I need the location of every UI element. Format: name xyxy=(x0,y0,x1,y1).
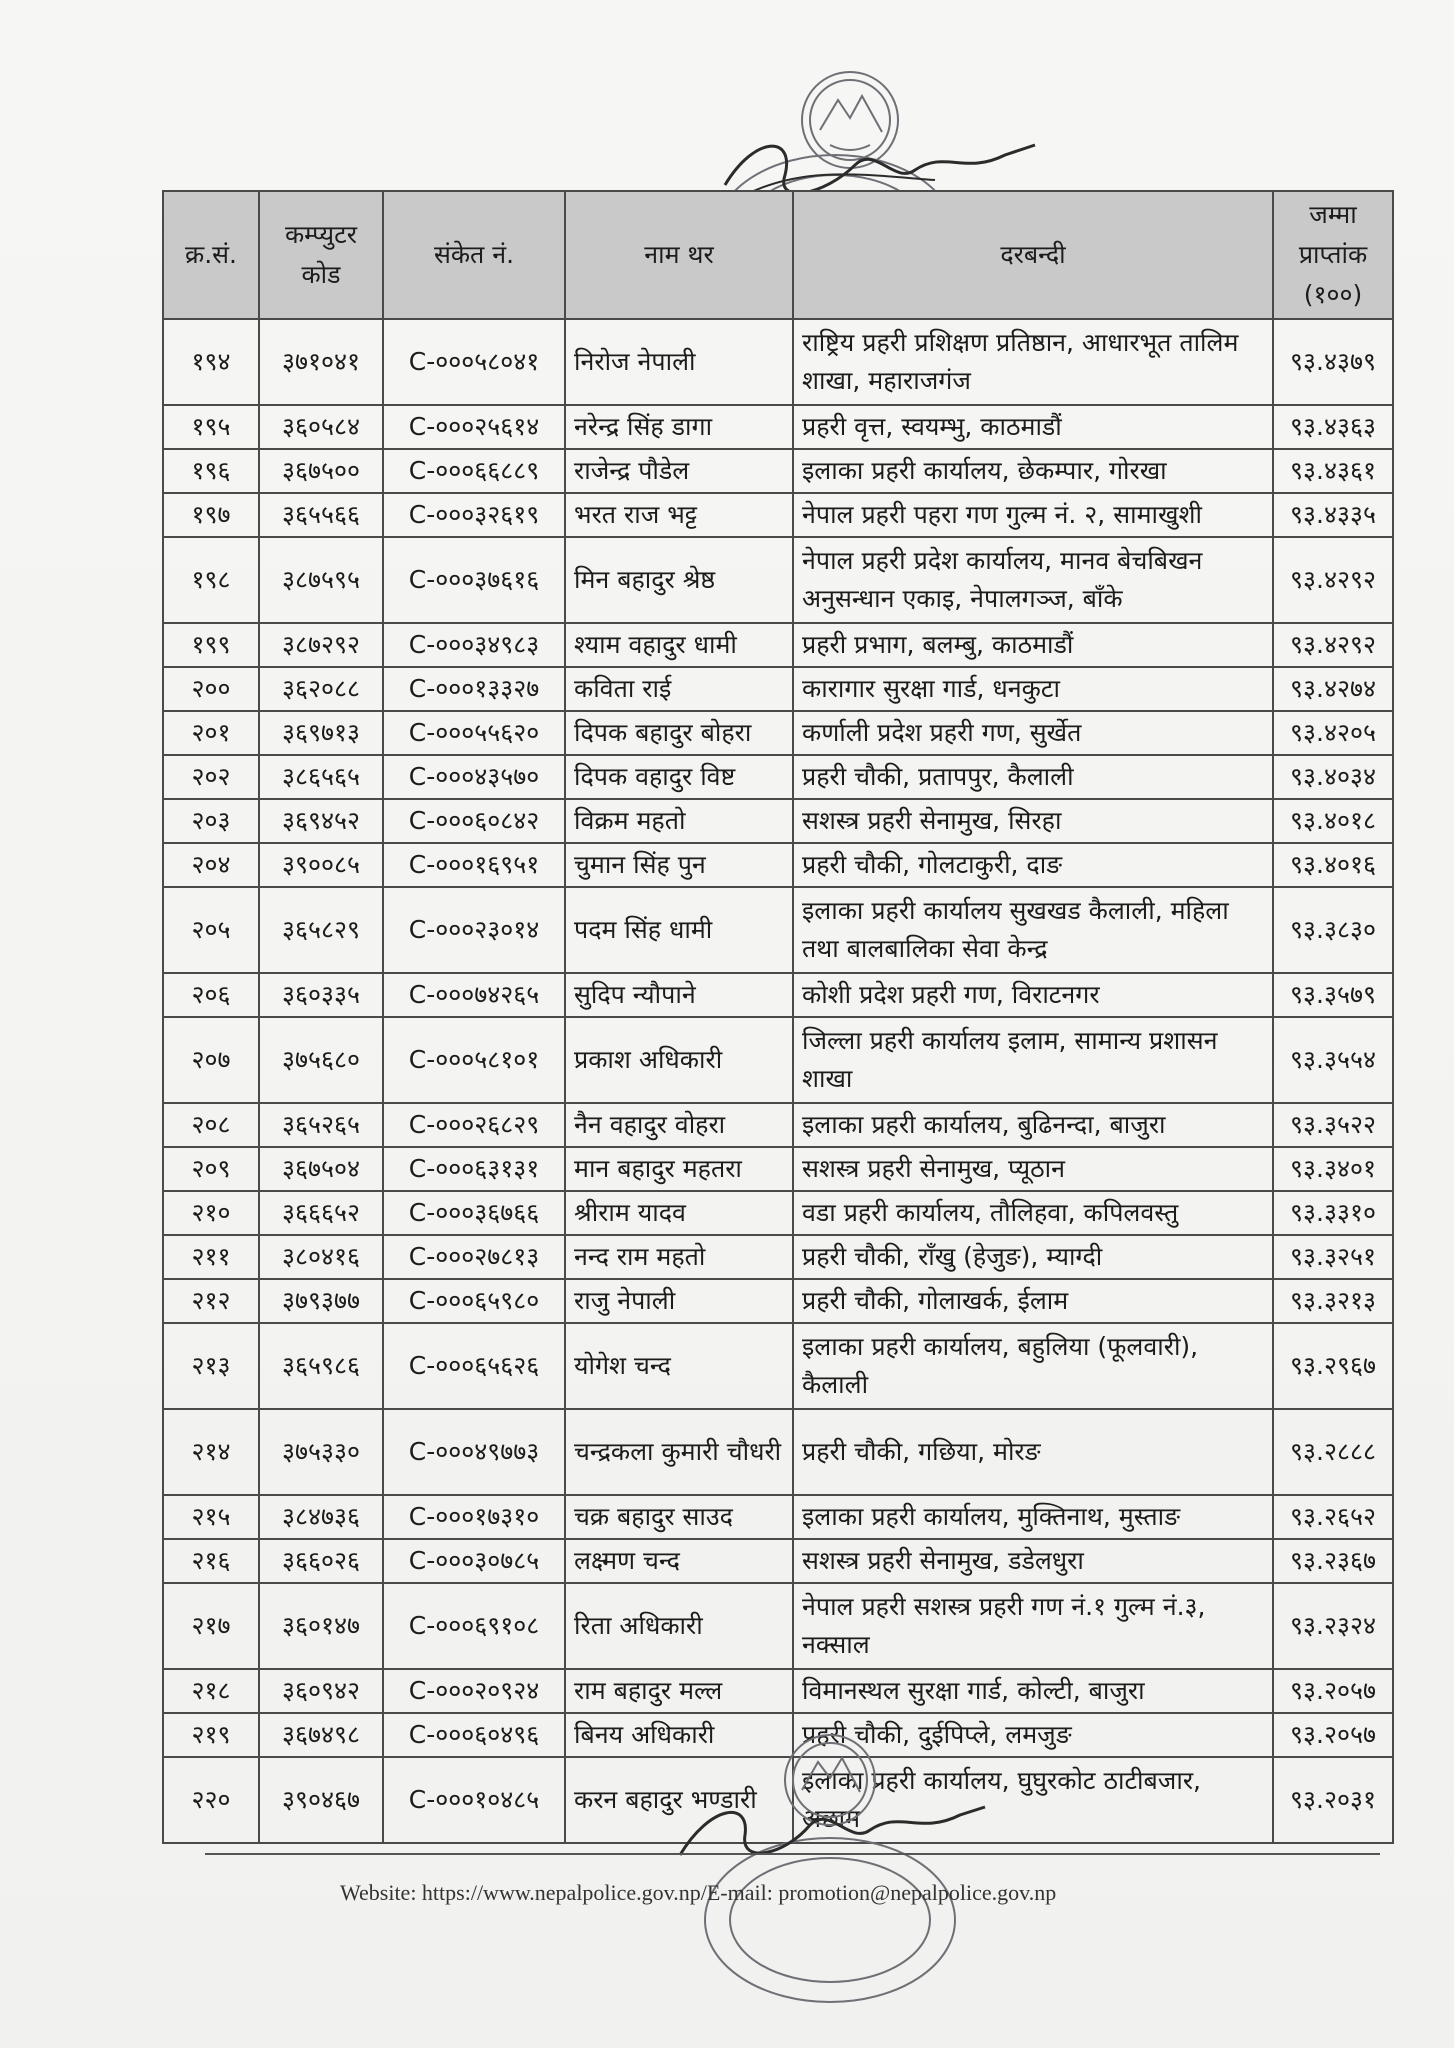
full-name-cell: चन्द्रकला कुमारी चौधरी xyxy=(565,1409,793,1495)
serial-number-cell: १९७ xyxy=(163,493,259,537)
computer-code-cell: ३६०५८४ xyxy=(259,405,383,449)
post-cell: नेपाल प्रहरी प्रदेश कार्यालय, मानव बेचबिखन अनुसन्धान एकाइ, नेपालगञ्ज, बाँके xyxy=(793,537,1273,623)
total-score-cell: ९३.४३७९ xyxy=(1273,319,1393,405)
post-cell: वडा प्रहरी कार्यालय, तौलिहवा, कपिलवस्तु xyxy=(793,1191,1273,1235)
serial-number-cell: १९५ xyxy=(163,405,259,449)
post-cell: प्रहरी चौकी, राँखु (हेजुङ), म्याग्दी xyxy=(793,1235,1273,1279)
post-cell: इलाका प्रहरी कार्यालय सुखखड कैलाली, महिला तथा बालबालिका सेवा केन्द्र xyxy=(793,887,1273,973)
post-cell: प्रहरी प्रभाग, बलम्बु, काठमाडौं xyxy=(793,623,1273,667)
serial-number-cell: २१४ xyxy=(163,1409,259,1495)
post-cell: विमानस्थल सुरक्षा गार्ड, कोल्टी, बाजुरा xyxy=(793,1669,1273,1713)
table-row xyxy=(163,1103,1393,1147)
symbol-number-cell: C-०००३६७६६ xyxy=(383,1191,565,1235)
symbol-number-cell: C-०००७४२६५ xyxy=(383,973,565,1017)
full-name-cell: करन बहादुर भण्डारी xyxy=(565,1757,793,1843)
computer-code-cell: ३६६०२६ xyxy=(259,1539,383,1583)
total-score-cell: ९३.३५२२ xyxy=(1273,1103,1393,1147)
computer-code-cell: ३६०३३५ xyxy=(259,973,383,1017)
full-name-cell: पदम सिंह धामी xyxy=(565,887,793,973)
post-cell: प्रहरी वृत्त, स्वयम्भु, काठमाडौं xyxy=(793,405,1273,449)
table-row xyxy=(163,887,1393,973)
symbol-number-cell: C-०००१७३१० xyxy=(383,1495,565,1539)
symbol-number-cell: C-०००६०८४२ xyxy=(383,799,565,843)
full-name-cell: चक्र बहादुर साउद xyxy=(565,1495,793,1539)
symbol-number-cell: C-०००२७८१३ xyxy=(383,1235,565,1279)
total-score-cell: ९३.३५५४ xyxy=(1273,1017,1393,1103)
total-score-cell: ९३.२३२४ xyxy=(1273,1583,1393,1669)
computer-code-cell: ३९००८५ xyxy=(259,843,383,887)
table-row xyxy=(163,799,1393,843)
full-name-cell: विक्रम महतो xyxy=(565,799,793,843)
post-cell: सशस्त्र प्रहरी सेनामुख, प्यूठान xyxy=(793,1147,1273,1191)
post-cell: इलाका प्रहरी कार्यालय, बहुलिया (फूलवारी), कैलाली xyxy=(793,1323,1273,1409)
table-row xyxy=(163,449,1393,493)
symbol-number-cell: C-०००४३५७० xyxy=(383,755,565,799)
post-cell: नेपाल प्रहरी सशस्त्र प्रहरी गण नं.१ गुल्म नं.३, नक्साल xyxy=(793,1583,1273,1669)
footer-divider xyxy=(205,1853,1380,1855)
table-row xyxy=(163,623,1393,667)
full-name-cell: राम बहादुर मल्ल xyxy=(565,1669,793,1713)
total-score-cell: ९३.४३६१ xyxy=(1273,449,1393,493)
table-row xyxy=(163,1539,1393,1583)
total-score-cell: ९३.२८८८ xyxy=(1273,1409,1393,1495)
symbol-number-cell: C-०००६०४९६ xyxy=(383,1713,565,1757)
computer-code-cell: ३६६६५२ xyxy=(259,1191,383,1235)
serial-number-cell: २०४ xyxy=(163,843,259,887)
computer-code-cell: ३६५५६६ xyxy=(259,493,383,537)
symbol-number-cell: C-०००१०४८५ xyxy=(383,1757,565,1843)
full-name-cell: नरेन्द्र सिंह डागा xyxy=(565,405,793,449)
total-score-cell: ९३.४३३५ xyxy=(1273,493,1393,537)
symbol-number-cell: C-०००५८०४१ xyxy=(383,319,565,405)
serial-number-cell: १९६ xyxy=(163,449,259,493)
total-score-cell: ९३.४०१८ xyxy=(1273,799,1393,843)
serial-number-cell: २११ xyxy=(163,1235,259,1279)
total-score-cell: ९३.२३६७ xyxy=(1273,1539,1393,1583)
table-row xyxy=(163,1323,1393,1409)
post-cell: जिल्ला प्रहरी कार्यालय इलाम, सामान्य प्रशासन शाखा xyxy=(793,1017,1273,1103)
symbol-number-cell: C-०००२५६१४ xyxy=(383,405,565,449)
serial-number-cell: २२० xyxy=(163,1757,259,1843)
total-score-cell: ९३.३८३० xyxy=(1273,887,1393,973)
symbol-number-cell: C-०००६५६२६ xyxy=(383,1323,565,1409)
symbol-number-cell: C-०००२६८२९ xyxy=(383,1103,565,1147)
total-score-cell: ९३.४३६३ xyxy=(1273,405,1393,449)
serial-number-cell: २०५ xyxy=(163,887,259,973)
total-score-cell: ९३.२०५७ xyxy=(1273,1669,1393,1713)
serial-number-cell: २०३ xyxy=(163,799,259,843)
full-name-cell: नैन वहादुर वोहरा xyxy=(565,1103,793,1147)
post-cell: प्रहरी चौकी, प्रतापपुर, कैलाली xyxy=(793,755,1273,799)
serial-number-cell: २०० xyxy=(163,667,259,711)
full-name-cell: प्रकाश अधिकारी xyxy=(565,1017,793,1103)
total-score-cell: ९३.३५७९ xyxy=(1273,973,1393,1017)
post-cell: प्रहरी चौकी, दुईपिप्ले, लमजुङ xyxy=(793,1713,1273,1757)
table-row xyxy=(163,1279,1393,1323)
serial-number-cell: १९८ xyxy=(163,537,259,623)
header-full-name: नाम थर xyxy=(565,191,793,319)
computer-code-cell: ३९०४६७ xyxy=(259,1757,383,1843)
post-cell: इलाका प्रहरी कार्यालय, छेकम्पार, गोरखा xyxy=(793,449,1273,493)
symbol-number-cell: C-०००३७६१६ xyxy=(383,537,565,623)
total-score-cell: ९३.४२७४ xyxy=(1273,667,1393,711)
post-cell: इलाका प्रहरी कार्यालय, मुक्तिनाथ, मुस्ताङ xyxy=(793,1495,1273,1539)
total-score-cell: ९३.२९६७ xyxy=(1273,1323,1393,1409)
post-cell: इलाका प्रहरी कार्यालय, घुघुरकोट ठाटीबजार, अछाम xyxy=(793,1757,1273,1843)
serial-number-cell: २१७ xyxy=(163,1583,259,1669)
symbol-number-cell: C-०००३०७८५ xyxy=(383,1539,565,1583)
computer-code-cell: ३६९७१३ xyxy=(259,711,383,755)
total-score-cell: ९३.२६५२ xyxy=(1273,1495,1393,1539)
serial-number-cell: २०७ xyxy=(163,1017,259,1103)
serial-number-cell: २१० xyxy=(163,1191,259,1235)
symbol-number-cell: C-०००५५६२० xyxy=(383,711,565,755)
full-name-cell: श्याम वहादुर धामी xyxy=(565,623,793,667)
full-name-cell: राजु नेपाली xyxy=(565,1279,793,1323)
symbol-number-cell: C-०००१६९५१ xyxy=(383,843,565,887)
post-cell: प्रहरी चौकी, गोलाखर्क, ईलाम xyxy=(793,1279,1273,1323)
symbol-number-cell: C-०००२०९२४ xyxy=(383,1669,565,1713)
total-score-cell: ९३.४०१६ xyxy=(1273,843,1393,887)
table-row xyxy=(163,1191,1393,1235)
header-serial-number: क्र.सं. xyxy=(163,191,259,319)
total-score-cell: ९३.३२१३ xyxy=(1273,1279,1393,1323)
serial-number-cell: २०१ xyxy=(163,711,259,755)
computer-code-cell: ३६७५०० xyxy=(259,449,383,493)
post-cell: कारागार सुरक्षा गार्ड, धनकुटा xyxy=(793,667,1273,711)
header-computer-code: कम्प्युटर कोड xyxy=(259,191,383,319)
full-name-cell: मिन बहादुर श्रेष्ठ xyxy=(565,537,793,623)
total-score-cell: ९३.४०३४ xyxy=(1273,755,1393,799)
post-cell: कोशी प्रदेश प्रहरी गण, विराटनगर xyxy=(793,973,1273,1017)
computer-code-cell: ३६९४५२ xyxy=(259,799,383,843)
table-row xyxy=(163,843,1393,887)
full-name-cell: नन्द राम महतो xyxy=(565,1235,793,1279)
full-name-cell: योगेश चन्द xyxy=(565,1323,793,1409)
full-name-cell: श्रीराम यादव xyxy=(565,1191,793,1235)
symbol-number-cell: C-०००१३३२७ xyxy=(383,667,565,711)
serial-number-cell: २०२ xyxy=(163,755,259,799)
serial-number-cell: १९९ xyxy=(163,623,259,667)
post-cell: सशस्त्र प्रहरी सेनामुख, सिरहा xyxy=(793,799,1273,843)
computer-code-cell: ३६२०८८ xyxy=(259,667,383,711)
total-score-cell: ९३.४२०५ xyxy=(1273,711,1393,755)
total-score-cell: ९३.२०३१ xyxy=(1273,1757,1393,1843)
symbol-number-cell: C-०००३२६१९ xyxy=(383,493,565,537)
post-cell: कर्णाली प्रदेश प्रहरी गण, सुर्खेत xyxy=(793,711,1273,755)
symbol-number-cell: C-०००६३१३१ xyxy=(383,1147,565,1191)
table-row xyxy=(163,711,1393,755)
post-cell: राष्ट्रिय प्रहरी प्रशिक्षण प्रतिष्ठान, आधारभूत तालिम शाखा, महाराजगंज xyxy=(793,319,1273,405)
computer-code-cell: ३६०९४२ xyxy=(259,1669,383,1713)
total-score-cell: ९३.३४०१ xyxy=(1273,1147,1393,1191)
total-score-cell: ९३.३२५१ xyxy=(1273,1235,1393,1279)
symbol-number-cell: C-०००६५९८० xyxy=(383,1279,565,1323)
computer-code-cell: ३८६५६५ xyxy=(259,755,383,799)
table-row xyxy=(163,1017,1393,1103)
symbol-number-cell: C-०००४९७७३ xyxy=(383,1409,565,1495)
serial-number-cell: २१८ xyxy=(163,1669,259,1713)
table-row xyxy=(163,1235,1393,1279)
post-cell: प्रहरी चौकी, गोलटाकुरी, दाङ xyxy=(793,843,1273,887)
total-score-cell: ९३.३३१० xyxy=(1273,1191,1393,1235)
table-row xyxy=(163,755,1393,799)
footer-contact: Website: https://www.nepalpolice.gov.np/E-mail: promotion@nepalpolice.gov.np xyxy=(340,1880,1057,1905)
table-row xyxy=(163,1409,1393,1495)
computer-code-cell: ३८०४१६ xyxy=(259,1235,383,1279)
computer-code-cell: ३७९३७७ xyxy=(259,1279,383,1323)
symbol-number-cell: C-०००६६८८९ xyxy=(383,449,565,493)
table-row xyxy=(163,319,1393,405)
full-name-cell: दिपक वहादुर विष्ट xyxy=(565,755,793,799)
table-row xyxy=(163,405,1393,449)
full-name-cell: कविता राई xyxy=(565,667,793,711)
full-name-cell: रिता अधिकारी xyxy=(565,1583,793,1669)
computer-code-cell: ३८७५९५ xyxy=(259,537,383,623)
computer-code-cell: ३६५२६५ xyxy=(259,1103,383,1147)
symbol-number-cell: C-०००६९१०८ xyxy=(383,1583,565,1669)
serial-number-cell: २०९ xyxy=(163,1147,259,1191)
full-name-cell: बिनय अधिकारी xyxy=(565,1713,793,1757)
full-name-cell: भरत राज भट्ट xyxy=(565,493,793,537)
computer-code-cell: ३६०१४७ xyxy=(259,1583,383,1669)
computer-code-cell: ३६७५०४ xyxy=(259,1147,383,1191)
full-name-cell: दिपक बहादुर बोहरा xyxy=(565,711,793,755)
post-cell: नेपाल प्रहरी पहरा गण गुल्म नं. २, सामाखुशी xyxy=(793,493,1273,537)
full-name-cell: राजेन्द्र पौडेल xyxy=(565,449,793,493)
symbol-number-cell: C-०००५८१०१ xyxy=(383,1017,565,1103)
serial-number-cell: २१६ xyxy=(163,1539,259,1583)
full-name-cell: सुदिप न्यौपाने xyxy=(565,973,793,1017)
computer-code-cell: ३७५६८० xyxy=(259,1017,383,1103)
symbol-number-cell: C-०००२३०१४ xyxy=(383,887,565,973)
post-cell: सशस्त्र प्रहरी सेनामुख, डडेलधुरा xyxy=(793,1539,1273,1583)
total-score-cell: ९३.२०५७ xyxy=(1273,1713,1393,1757)
table-row xyxy=(163,1147,1393,1191)
computer-code-cell: ३६७४९८ xyxy=(259,1713,383,1757)
table-row xyxy=(163,1669,1393,1713)
computer-code-cell: ३७१०४१ xyxy=(259,319,383,405)
serial-number-cell: २०८ xyxy=(163,1103,259,1147)
table-row xyxy=(163,667,1393,711)
full-name-cell: मान बहादुर महतरा xyxy=(565,1147,793,1191)
full-name-cell: निरोज नेपाली xyxy=(565,319,793,405)
serial-number-cell: १९४ xyxy=(163,319,259,405)
serial-number-cell: २१५ xyxy=(163,1495,259,1539)
serial-number-cell: २०६ xyxy=(163,973,259,1017)
post-cell: इलाका प्रहरी कार्यालय, बुढिनन्दा, बाजुरा xyxy=(793,1103,1273,1147)
table-row xyxy=(163,1495,1393,1539)
full-name-cell: लक्ष्मण चन्द xyxy=(565,1539,793,1583)
full-name-cell: चुमान सिंह पुन xyxy=(565,843,793,887)
header-total-score: जम्मा प्राप्तांक (१००) xyxy=(1273,191,1393,319)
total-score-cell: ९३.४२९२ xyxy=(1273,623,1393,667)
computer-code-cell: ३८४७३६ xyxy=(259,1495,383,1539)
computer-code-cell: ३७५३३० xyxy=(259,1409,383,1495)
header-symbol-number: संकेत नं. xyxy=(383,191,565,319)
serial-number-cell: २१२ xyxy=(163,1279,259,1323)
serial-number-cell: २१९ xyxy=(163,1713,259,1757)
table-row xyxy=(163,493,1393,537)
post-cell: प्रहरी चौकी, गछिया, मोरङ xyxy=(793,1409,1273,1495)
table-header-row xyxy=(163,191,1393,319)
table-row xyxy=(163,1583,1393,1669)
computer-code-cell: ३६५८२९ xyxy=(259,887,383,973)
total-score-cell: ९३.४२९२ xyxy=(1273,537,1393,623)
results-table xyxy=(162,190,1394,1844)
serial-number-cell: २१३ xyxy=(163,1323,259,1409)
table-row xyxy=(163,537,1393,623)
signature-bottom xyxy=(670,1785,990,1875)
header-post: दरबन्दी xyxy=(793,191,1273,319)
computer-code-cell: ३८७२९२ xyxy=(259,623,383,667)
table-row xyxy=(163,973,1393,1017)
symbol-number-cell: C-०००३४९८३ xyxy=(383,623,565,667)
computer-code-cell: ३६५९८६ xyxy=(259,1323,383,1409)
